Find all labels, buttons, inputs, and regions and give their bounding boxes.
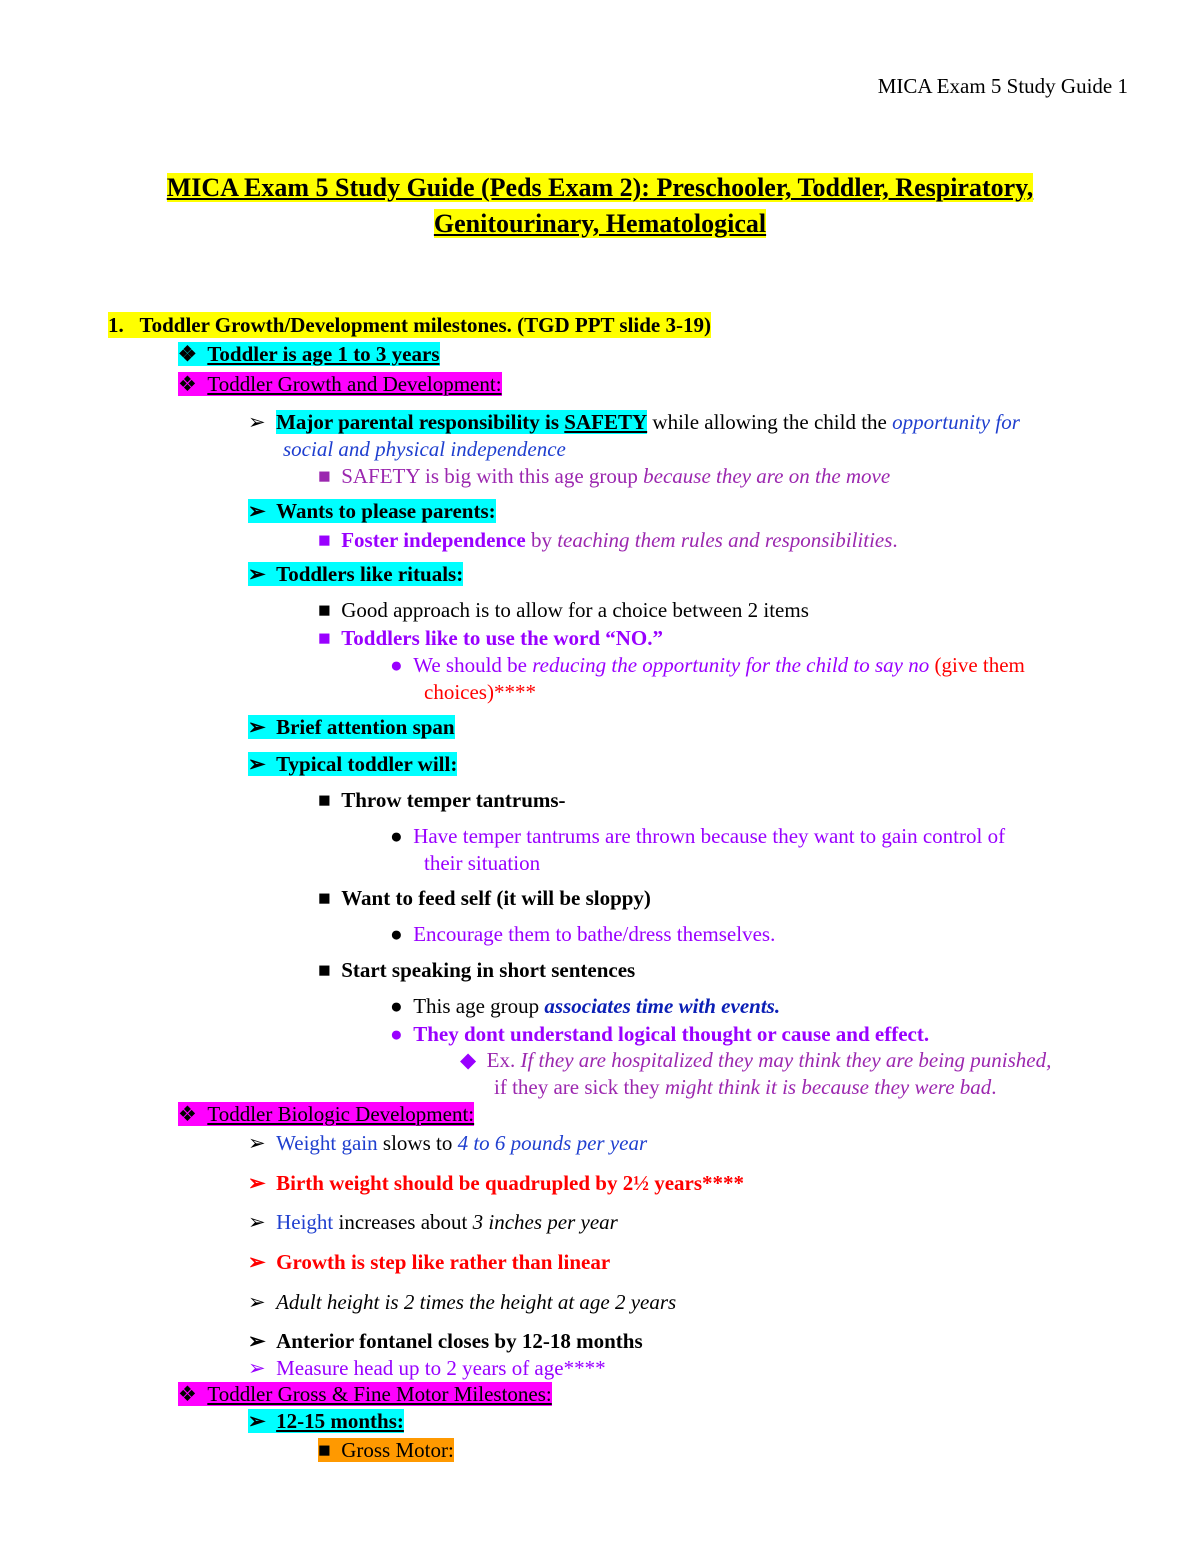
arrowhead-icon: ➢ (248, 562, 266, 586)
list-item-time: ● This age group associates time with events. (390, 994, 781, 1018)
list-item-choice: ■ Good approach is to allow for a choice between 2 items (318, 598, 809, 622)
diamond-star-icon: ❖ (178, 1382, 197, 1406)
circle-icon: ● (390, 922, 403, 946)
list-item-reduce: ● We should be reducing the opportunity for the child to say no (give them (390, 653, 1025, 677)
list-item-attention: ➢ Brief attention span (248, 715, 455, 739)
diamond-star-icon: ❖ (178, 372, 197, 396)
list-item-height: ➢ Height increases about 3 inches per year (248, 1210, 618, 1234)
square-icon: ■ (318, 788, 331, 812)
list-item-motor: ❖ Toddler Gross & Fine Motor Milestones: (178, 1382, 552, 1406)
page-title (100, 170, 1100, 242)
example-continuation: if they are sick they might think it is because they were bad. (494, 1075, 997, 1099)
arrowhead-icon: ➢ (248, 1329, 266, 1353)
square-icon: ■ (318, 958, 331, 982)
list-item-speak: ■ Start speaking in short sentences (318, 958, 636, 982)
diamond-star-icon: ❖ (178, 342, 197, 366)
list-item-tantrums: ■ Throw temper tantrums- (318, 788, 566, 812)
arrowhead-icon: ➢ (248, 1409, 266, 1433)
square-icon: ■ (318, 528, 331, 552)
diamond-star-icon: ❖ (178, 1102, 197, 1126)
arrowhead-icon: ➢ (248, 1250, 266, 1274)
running-head: MICA Exam 5 Study Guide 1 (877, 74, 1128, 98)
list-item-birth-weight: ➢ Birth weight should be quadrupled by 2½ years**** (248, 1171, 745, 1195)
list-item-typical: ➢ Typical toddler will: (248, 752, 458, 776)
arrowhead-icon: ➢ (248, 499, 266, 523)
list-item-feed: ■ Want to feed self (it will be sloppy) (318, 886, 651, 910)
arrowhead-icon: ➢ (248, 752, 266, 776)
list-item-safety-sub: ■ SAFETY is big with this age group because they are on the move (318, 464, 891, 488)
safety-continuation: social and physical independence (283, 437, 566, 461)
square-icon: ■ (318, 598, 331, 622)
square-icon: ■ (318, 464, 331, 488)
circle-icon: ● (390, 994, 403, 1018)
circle-icon: ● (390, 1022, 403, 1046)
list-item-head: ➢ Measure head up to 2 years of age**** (248, 1356, 606, 1380)
list-item-adult-height: ➢ Adult height is 2 times the height at age 2 years (248, 1290, 677, 1314)
list-item-example: ◆ Ex. If they are hospitalized they may think they are being punished, (460, 1048, 1052, 1072)
list-item-independence: ■ Foster independence by teaching them rules and responsibilities. (318, 528, 898, 552)
list-item-feed-sub: ● Encourage them to bathe/dress themselves. (390, 922, 776, 946)
title-line-2: Genitourinary, Hematological (433, 209, 767, 238)
arrowhead-icon: ➢ (248, 410, 266, 434)
list-item-fontanel: ➢ Anterior fontanel closes by 12-18 months (248, 1329, 643, 1353)
square-icon: ■ (318, 626, 331, 650)
list-item-gross-motor: ■ Gross Motor: (318, 1438, 454, 1462)
square-icon: ■ (318, 886, 331, 910)
list-item-age: ❖ Toddler is age 1 to 3 years (178, 342, 440, 366)
list-item-safety: ➢ Major parental responsibility is SAFETY while allowing the child the opportunity for (248, 410, 1020, 434)
list-item-months: ➢ 12-15 months: (248, 1409, 404, 1433)
arrowhead-icon: ➢ (248, 1171, 266, 1195)
list-item-no: ■ Toddlers like to use the word “NO.” (318, 626, 664, 650)
list-item-weight: ➢ Weight gain slows to 4 to 6 pounds per year (248, 1131, 648, 1155)
arrowhead-icon: ➢ (248, 1131, 266, 1155)
circle-icon: ● (390, 824, 403, 848)
list-item-please: ➢ Wants to please parents: (248, 499, 496, 523)
section-heading: 1. Toddler Growth/Development milestones. (TGD PPT slide 3-19) (108, 313, 711, 337)
list-item-rituals: ➢ Toddlers like rituals: (248, 562, 464, 586)
circle-icon: ● (390, 653, 403, 677)
square-icon: ■ (318, 1438, 331, 1462)
arrowhead-icon: ➢ (248, 715, 266, 739)
title-line-1: MICA Exam 5 Study Guide (Peds Exam 2): Preschooler, Toddler, Respiratory, (166, 173, 1034, 202)
tantrums-continuation: their situation (424, 851, 541, 875)
list-item-tantrums-sub: ● Have temper tantrums are thrown because they want to gain control of (390, 824, 1006, 848)
reduce-continuation: choices)**** (424, 680, 536, 704)
list-item-logic: ● They dont understand logical thought or cause and effect. (390, 1022, 930, 1046)
list-item-growth-step: ➢ Growth is step like rather than linear (248, 1250, 611, 1274)
arrowhead-icon: ➢ (248, 1356, 266, 1380)
arrowhead-icon: ➢ (248, 1290, 266, 1314)
list-item-biologic: ❖ Toddler Biologic Development: (178, 1102, 475, 1126)
arrowhead-icon: ➢ (248, 1210, 266, 1234)
diamond-icon: ◆ (460, 1048, 477, 1072)
list-item-growth: ❖ Toddler Growth and Development: (178, 372, 502, 396)
